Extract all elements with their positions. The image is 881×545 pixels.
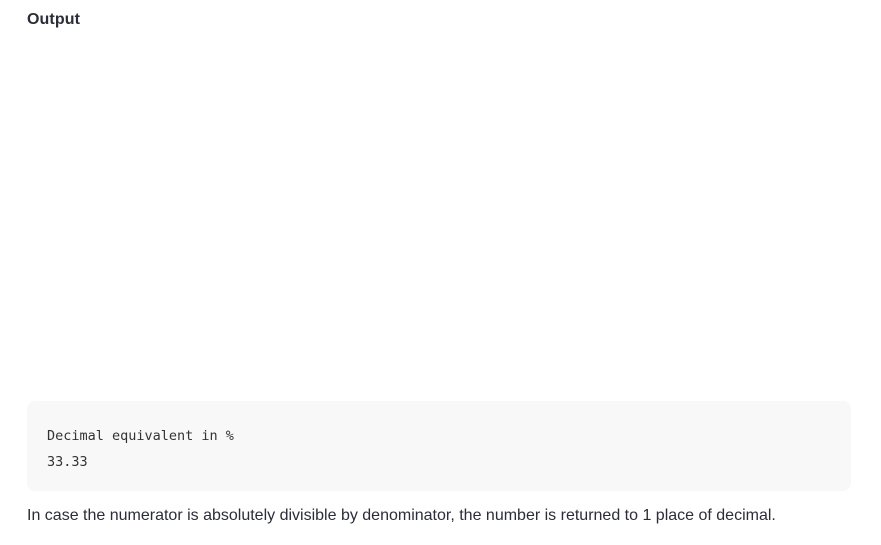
code-line: Decimal equivalent in % bbox=[47, 428, 234, 444]
output-blank-area bbox=[27, 40, 851, 390]
code-line: 33.33 bbox=[47, 454, 88, 470]
output-heading: Output bbox=[27, 11, 81, 28]
code-output-block bbox=[27, 401, 851, 491]
description-text: In case the numerator is absolutely divisible by denominator, the number is returned to 1 place of decimal. bbox=[27, 507, 776, 524]
